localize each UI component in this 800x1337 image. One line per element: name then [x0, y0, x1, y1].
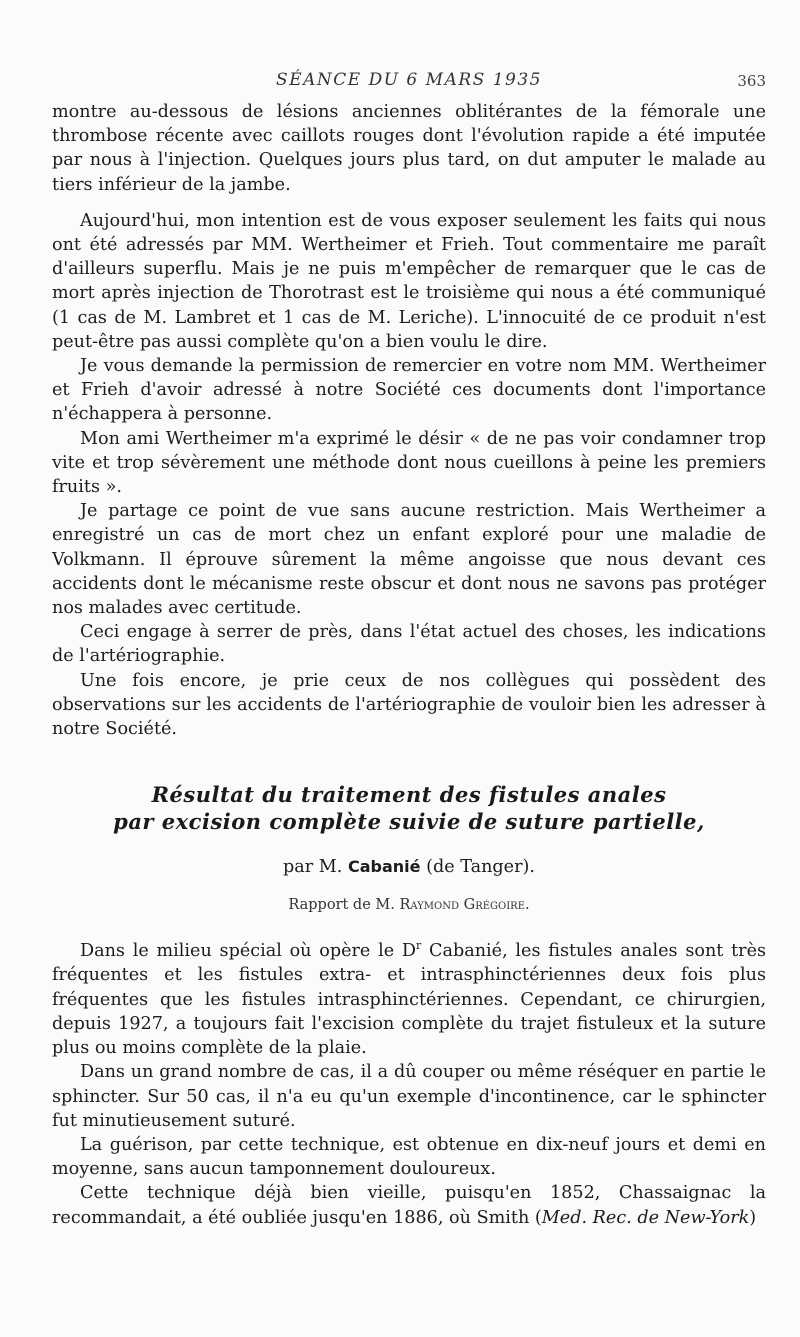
- page: [52, 70, 766, 1230]
- running-title: SÉANCE DU 6 MARS 1935: [276, 70, 542, 90]
- article-body: [52, 939, 766, 1229]
- byline-prefix: par M.: [283, 857, 343, 878]
- paragraph: [52, 939, 766, 1060]
- text-run: Dans le milieu spécial où opère le D: [80, 941, 416, 962]
- paragraph-continuation: montre au-dessous de lésions anciennes oblitérantes de la fémorale une thrombose récente avec caillots rouges dont l'évolution rapide a été imputée par nous à l'injection. Quelques jours plus tard, on dut amputer le malade au tiers inférieur de la jambe.: [52, 102, 766, 195]
- article-title-line: par excision complète suivie de suture partielle,: [113, 809, 705, 835]
- text-run: ): [749, 1207, 757, 1228]
- paragraph: Ceci engage à serrer de près, dans l'état actuel des choses, les indications de l'artériographie.: [52, 622, 766, 667]
- paragraph: Mon ami Wertheimer m'a exprimé le désir « de ne pas voir condamner trop vite et trop sévèrement une méthode dont nous cueillons à peine les premiers fruits ».: [52, 428, 766, 498]
- paragraph: [52, 1181, 766, 1229]
- citation: Med. Rec. de New-York: [541, 1207, 750, 1228]
- author-name: Cabanié: [347, 857, 421, 877]
- paragraph: Aujourd'hui, mon intention est de vous exposer seulement les faits qui nous ont été adressés par MM. Wertheimer et Frieh. Tout commentaire me paraît d'ailleurs superflu. Mais je ne puis m'empêcher de remarquer que le cas de mort après injection de Thorotrast est le troisième qui nous a été communiqué (1 cas de M. Lambret et 1 cas de M. Leriche). L'innocuité de ce produit n'est peut-être pas aussi complète qu'on a bien voulu le dire.: [52, 210, 766, 352]
- report-line: [52, 897, 766, 913]
- body-text: [52, 100, 766, 741]
- reporter-name: Raymond Grégoire.: [399, 897, 530, 914]
- running-head: [52, 70, 766, 100]
- paragraph: Je partage ce point de vue sans aucune restriction. Mais Wertheimer a enregistré un cas de mort chez un enfant exploré pour une maladie de Volkmann. Il éprouve sûrement la même angoisse que nous devant ces accidents dont le mécanisme reste obscur et dont nous ne savons pas protéger nos malades avec certitude.: [52, 501, 766, 619]
- superscript: r: [415, 939, 422, 953]
- article-title-line: Résultat du traitement des fistules anales: [151, 782, 667, 808]
- article-heading: [52, 781, 766, 913]
- text-run: Cabanié, les fistules anales sont très fréquentes et les fistules extra- et intrasphinctériennes deux fois plus fréquentes que les fistules intrasphinctériennes. Cependant, ce chirurgien, depuis 1927, a toujours fait l'excision complète du trajet fistuleux et la suture plus ou moins complète de la plaie.: [52, 941, 767, 1059]
- text-run: Cette technique déjà bien vieille, puisqu'en 1852, Chassaignac la recommandait, a été oubliée jusqu'en 1886, où Smith (: [52, 1183, 766, 1228]
- paragraph: La guérison, par cette technique, est obtenue en dix-neuf jours et demi en moyenne, sans aucun tamponnement douloureux.: [52, 1134, 766, 1180]
- byline: [52, 857, 766, 877]
- page-number: 363: [737, 72, 766, 90]
- paragraph: Je vous demande la permission de remercier en votre nom MM. Wertheimer et Frieh d'avoir adressé à notre Société ces documents dont l'importance n'échappera à personne.: [52, 356, 766, 425]
- paragraph: Dans un grand nombre de cas, il a dû couper ou même réséquer en partie le sphincter. Sur 50 cas, il n'a eu qu'un exemple d'incontinence, car le sphincter fut minutieusement suturé.: [52, 1062, 766, 1131]
- report-label: Rapport de M.: [288, 897, 395, 914]
- author-origin: (de Tanger).: [426, 857, 535, 878]
- paragraph: Une fois encore, je prie ceux de nos collègues qui possèdent des observations sur les accidents de l'artériographie de vouloir bien les adresser à notre Société.: [52, 670, 766, 740]
